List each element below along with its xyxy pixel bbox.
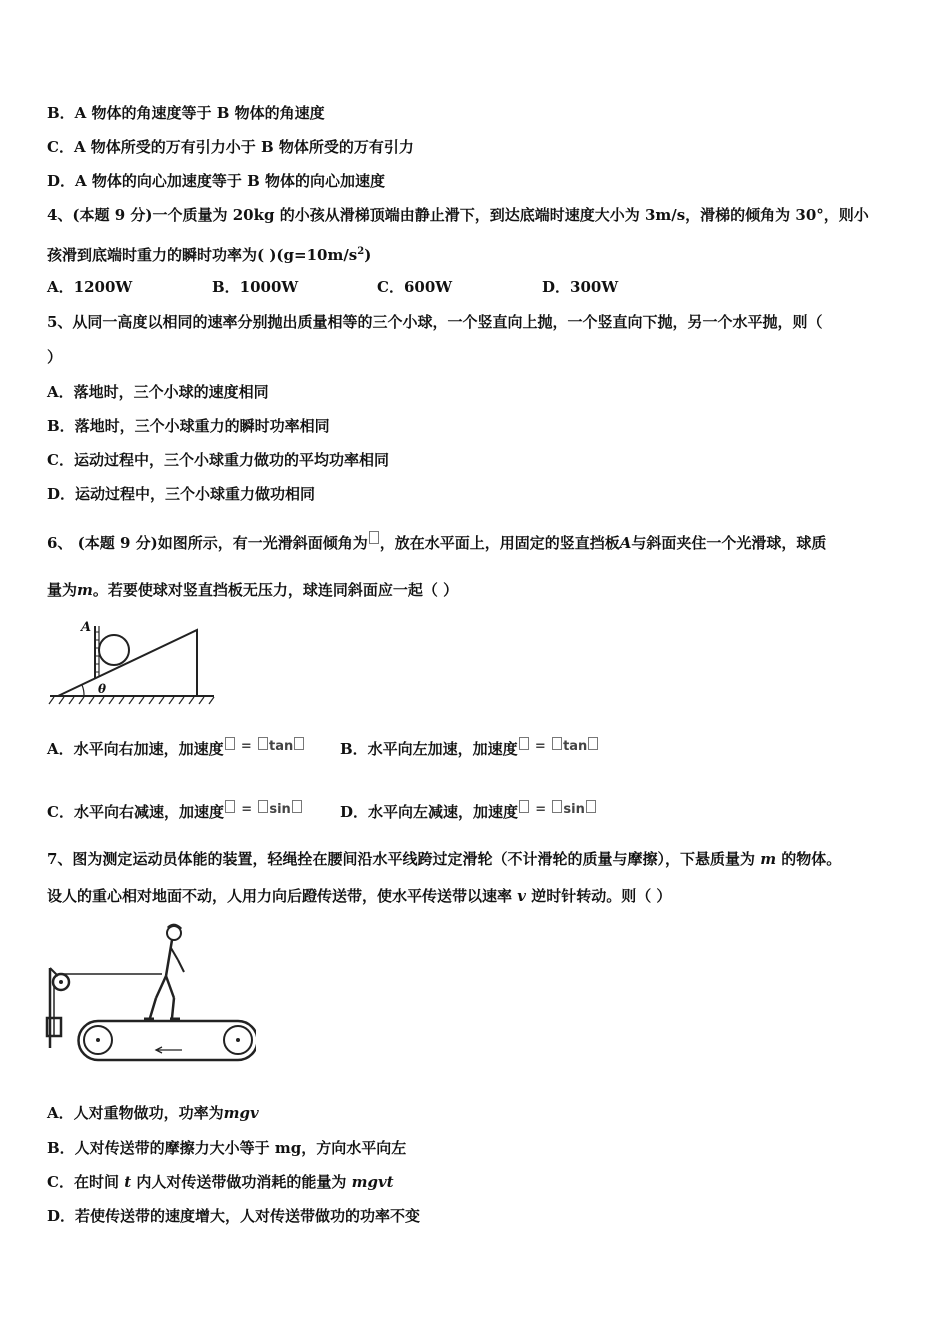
q5-option-b: B．落地时，三个小球重力的瞬时功率相同 <box>47 417 330 435</box>
formula-placeholder-icon <box>258 737 268 750</box>
formula-placeholder-icon <box>519 800 529 813</box>
q5-option-a: A．落地时，三个小球的速度相同 <box>47 383 269 401</box>
formula-placeholder-icon <box>225 737 235 750</box>
q6-stem-line2: 量为m。若要使球对竖直挡板无压力，球连同斜面应一起（ ） <box>47 581 459 599</box>
fig-label-a: A <box>81 620 92 635</box>
q4-option-a: A．1200W <box>47 278 133 296</box>
formula-placeholder-icon <box>369 531 379 544</box>
q7-option-a: A．人对重物做功，功率为mgv <box>47 1104 259 1122</box>
formula-placeholder-icon <box>294 737 304 750</box>
q4-option-b: B．1000W <box>212 278 299 296</box>
q3-option-c: C．A 物体所受的万有引力小于 B 物体所受的万有引力 <box>47 138 414 156</box>
q6-option-d: D．水平向左减速，加速度 = sin <box>340 800 597 822</box>
q7-option-b: B．人对传送带的摩擦力大小等于 mg，方向水平向左 <box>47 1139 407 1157</box>
formula-placeholder-icon <box>552 800 562 813</box>
formula-placeholder-icon <box>552 737 562 750</box>
q5-option-d: D．运动过程中，三个小球重力做功相同 <box>47 485 316 503</box>
q5-stem-line2: ） <box>47 348 63 366</box>
formula-placeholder-icon <box>519 737 529 750</box>
q5-option-c: C．运动过程中，三个小球重力做功的平均功率相同 <box>47 451 389 469</box>
q3-option-b: B．A 物体的角速度等于 B 物体的角速度 <box>47 104 325 122</box>
fig-label-theta: θ <box>98 682 107 696</box>
formula-placeholder-icon <box>292 800 302 813</box>
q6-option-b: B．水平向左加速，加速度 = tan <box>340 737 599 759</box>
formula-placeholder-icon <box>588 737 598 750</box>
q4-stem-line1: 4、(本题 9 分)一个质量为 20kg 的小孩从滑梯顶端由静止滑下，到达底端时速度大小为 3m/s，滑梯的倾角为 30°，则小 <box>47 206 869 224</box>
q6-option-a: A．水平向右加速，加速度 = tan <box>47 737 305 759</box>
treadmill-figure <box>44 918 256 1068</box>
q7-stem-line1: 7、图为测定运动员体能的装置，轻绳拴在腰间沿水平线跨过定滑轮（不计滑轮的质量与摩擦），下悬质量为 m 的物体。 <box>47 850 842 868</box>
incline-figure <box>44 612 224 708</box>
q4-options <box>47 277 927 297</box>
q4-stem-line2: 孩滑到底端时重力的瞬时功率为( )$(g=10m/s^2)$ <box>47 246 372 264</box>
q4-option-c: C．600W <box>377 278 453 296</box>
q4-option-d: D．300W <box>542 278 619 296</box>
q7-stem-line2: 设人的重心相对地面不动，人用力向后蹬传送带，使水平传送带以速率 v 逆时针转动。则（ ） <box>47 887 672 905</box>
q7-option-d: D．若使传送带的速度增大，人对传送带做功的功率不变 <box>47 1207 421 1225</box>
formula-placeholder-icon <box>258 800 268 813</box>
formula-placeholder-icon <box>586 800 596 813</box>
q6-option-c: C．水平向右减速，加速度 = sin <box>47 800 303 822</box>
q3-option-d: D．A 物体的向心加速度等于 B 物体的向心加速度 <box>47 172 385 190</box>
q7-option-c: C．在时间 t 内人对传送带做功消耗的能量为 mgvt <box>47 1173 394 1191</box>
formula-placeholder-icon <box>225 800 235 813</box>
q5-stem-line1: 5、从同一高度以相同的速率分别抛出质量相等的三个小球，一个竖直向上抛，一个竖直向下抛，另一个水平抛，则（ <box>47 313 823 331</box>
q6-stem-line1: 6、 (本题 9 分)如图所示，有一光滑斜面倾角为 ，放在水平面上，用固定的竖直挡板A与斜面夹住一个光滑球，球质 <box>47 531 826 553</box>
